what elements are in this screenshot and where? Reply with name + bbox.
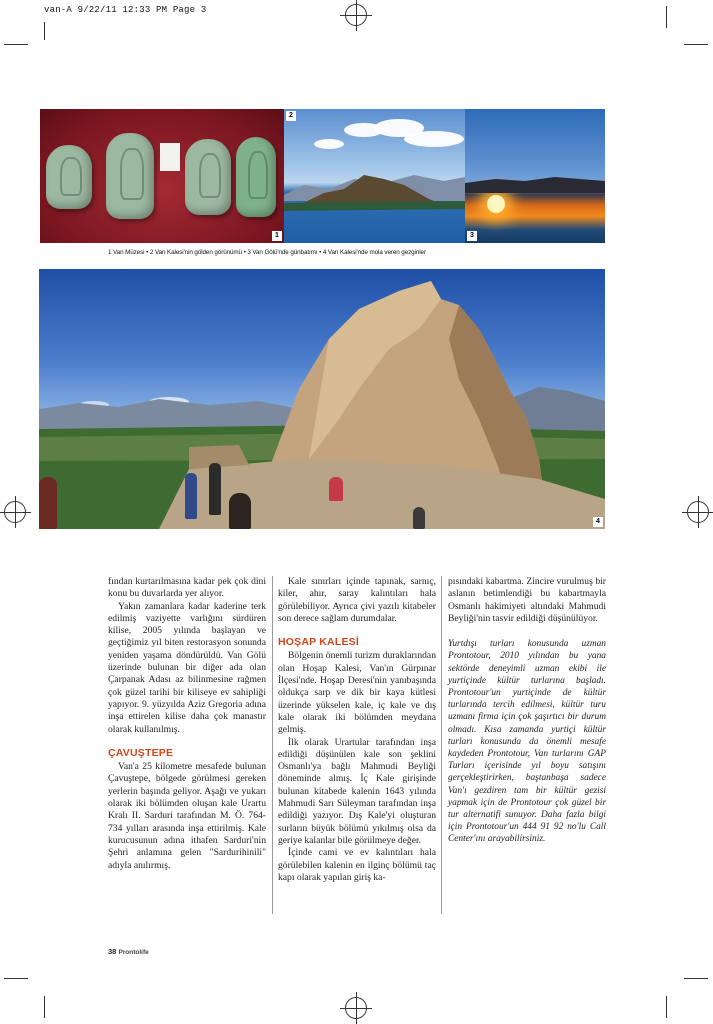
- page-number: 38: [108, 947, 117, 956]
- crop-mark-bottom-right: [666, 996, 667, 1018]
- registration-mark-left: [4, 501, 26, 523]
- stone-tablet: [46, 145, 92, 209]
- traveler: [329, 477, 343, 501]
- traveler: [39, 477, 57, 529]
- crop-mark-bottom-left: [44, 996, 45, 1018]
- photo-castle-travelers: [39, 269, 605, 529]
- photo-sunset: [465, 109, 605, 243]
- section-heading: HOŞAP KALESİ: [278, 636, 359, 649]
- photo-museum: [40, 109, 284, 243]
- registration-mark-top: [345, 4, 367, 26]
- section-heading: ÇAVUŞTEPE: [108, 746, 174, 759]
- paragraph: Yakın zamanlara kadar kaderine terk edilmiş vaziyette varlığını sürdüren kilise, 2005 yılında başlayan ve geçtiğimiz yıl biten restorasyon sonunda yeniden yaşama döndürüldü. Van Gölü üzerinde bulunan bir diğer ada olan Çarpanak Adası az bilinmesine rağmen çok güzel tarihi bir kiliseye ev sahipliği yapıyor. 9. yüzyılda Aziz Gregoria adına inşa ettirelen kilise daha çok manastır olarak kullanılmış.: [108, 600, 266, 735]
- traveler: [229, 493, 251, 529]
- crop-mark-top-right: [666, 6, 667, 28]
- text-column-1: [108, 576, 266, 872]
- museum-label-card: [160, 143, 180, 171]
- text-column-2: [278, 576, 436, 884]
- magazine-brand: Prontolife: [118, 949, 149, 956]
- crop-mark-right-top: [684, 44, 708, 45]
- castle-scene: [39, 269, 605, 529]
- traveler: [185, 473, 197, 519]
- promo-paragraph: Yurtdışı turları konusunda uzman Prontotour, 2010 yılından bu yana sektörde deneyimli uzman ekibi ile yurtiçinde kültür turlarına başladı. Prontotour'un yurtiçinde de kültür turlarında tercih edilmesi, kültür turu uzmanı firma için çok şaşırtıcı bir durum olmadı. Kısa zamanda yurtiçi kültür turları konusunda da önemli mesafe kaydeden Prontotour, Van turlarını GAP Turları içerisinde yıl boyu satışını gerçekleştirirken, baştanbaşa sadece Van'ı gezdiren tam bir kültür gezisi yapmak için de Prontotour çok güzel bir tur alternatifi sunuyor. Daha fazla bilgi için Prontotour'un 444 91 92 no'lu Call Center'ını arayabilirsiniz.: [448, 639, 606, 845]
- photo-number: 1: [272, 231, 282, 241]
- registration-mark-bottom: [345, 997, 367, 1019]
- paragraph: fından kurtarılmasına kadar pek çok dini konu bu duvarlarda yer alıyor.: [108, 576, 266, 600]
- crop-mark-left-top: [4, 44, 28, 45]
- column-divider: [272, 576, 273, 914]
- crop-mark-right-bottom: [684, 978, 708, 979]
- page-folio: [108, 947, 149, 956]
- paragraph: pısındaki kabartma. Zincire vurulmuş bir aslanın betimlendiği bu kabartmayla Osmanlı hakimiyeti altındaki Mahmudi Beyliği'nin tasvir edildiği düşünülüyor.: [448, 576, 606, 624]
- paragraph: Bölgenin önemli turizm duraklarından olan Hoşap Kalesi, Van'ın Gürpınar İlçesi'nde. Hoşap Deresi'nin yanıbaşında oldukça sarp ve dik bir kaya kütlesi üzerinde yükselen kale, iç kale ve dış kale olarak iki bölümden meydana gelmiş.: [278, 650, 436, 736]
- stone-tablet: [185, 139, 231, 215]
- paragraph: Kale sınırları içinde tapınak, sarnıç, kiler, ahır, saray kalıntıları hala görülebiliyor. Ayrıca çivi yazılı kitabeler son derece sağlam durumdalar.: [278, 576, 436, 624]
- traveler: [209, 463, 221, 515]
- print-slug: van-A 9/22/11 12:33 PM Page 3: [44, 5, 207, 15]
- paragraph: İlk olarak Urartular tarafından inşa edildiği düşünülen kale son şeklini Osmanlı'ya bağlı Mahmudi Beyliği döneminde almış. İç Kale girişinde bulunan kitabede kalenin 1643 yılında Mahmudi Sarı Süleyman tarafından inşa edildiği yazıyor. Dış Kale'yi oluşturan surların büyük bölümü yıkılmış olsa da geriye kalanlar bile görülmeye değer.: [278, 736, 436, 846]
- paragraph: Van'a 25 kilometre mesafede bulunan Çavuştepe, bölgede görülmesi gereken yerlerin başında geliyor. Aşağı ve yukarı olarak iki bölümden oluşan kale Urartu Kralı II. Sarduri tarafından M. Ö. 764-734 yılları arasında inşa ettirilmiş. Kale kurucusunun adına ithafen Sarduri'nin Şehri anlamına gelen "Sardurihinili" adıyla anılırmış.: [108, 761, 266, 871]
- column-divider: [441, 576, 442, 914]
- photo-number: 3: [467, 231, 477, 241]
- stone-tablet: [106, 133, 154, 219]
- horizon-silhouette: [465, 109, 605, 243]
- crop-mark-top-left: [44, 22, 45, 40]
- photo-castle-from-lake: [284, 109, 465, 243]
- stone-tablet: [236, 137, 276, 217]
- photo-number: 4: [593, 517, 603, 527]
- registration-mark-right: [687, 501, 709, 523]
- traveler: [413, 507, 425, 529]
- text-column-3: [448, 576, 606, 846]
- crop-mark-left-bottom: [4, 978, 28, 979]
- photo-caption: 1 Van Müzesi • 2 Van Kalesi'nin gölden görünümü • 3 Van Gölü'nde günbatımı • 4 Van Kalesi'nde mola veren gezginler: [108, 249, 426, 256]
- photo-number: 2: [286, 111, 296, 121]
- paragraph: İçinde cami ve ev kalıntıları hala görülebilen kalenin en ilginç bölümü taç kapı olarak yapılan giriş ka-: [278, 847, 436, 883]
- castle-silhouette: [284, 109, 465, 243]
